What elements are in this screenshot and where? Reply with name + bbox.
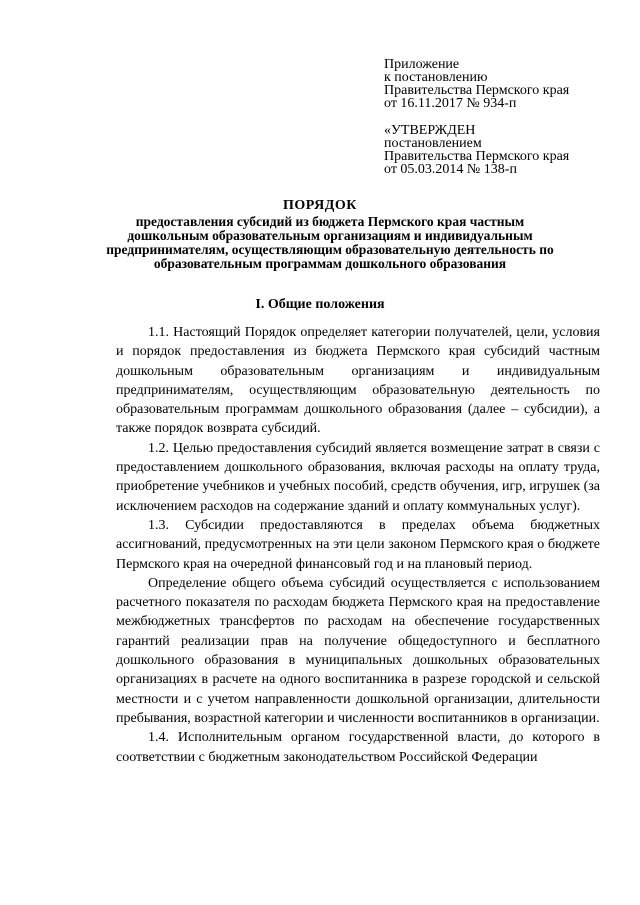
paragraph: 1.2. Целью предоставления субсидий является возмещение затрат в связи с предоставлением дошкольного образования, включая расходы на оплату труда, приобретение учебников и учебных пособий, средств обучения, игр, игрушек (за исключением расходов на содержание зданий и оплату коммунальных услуг). [116, 440, 600, 514]
document-subtitle: предоставления субсидий из бюджета Пермского края частным дошкольным образовательным организациям и индивидуальным предпринимателям, осуществляющим образовательную деятельность по образовательным программам дошкольного образования [106, 214, 554, 271]
approval-line: «УТВЕРЖДЕН [384, 123, 476, 138]
section-heading: I. Общие положения [255, 297, 385, 312]
paragraph: Определение общего объема субсидий осуществляется с использованием расчетного показателя по расходам бюджета Пермского края на предоставление межбюджетных трансфертов по расходам на обеспечение государственных гарантий реализации прав на получение общедоступного и бесплатного дошкольного образования в муниципальных дошкольных образовательных организациях в расчете на одного воспитанника в разрезе городской и сельской местности и с учетом направленности дошкольной организации, длительности пребывания, возрастной категории и численности воспитанников в организации. [116, 575, 600, 726]
appendix-line: Правительства Пермского края [384, 83, 570, 98]
appendix-line: от 16.11.2017 № 934-п [384, 96, 517, 111]
document-title: ПОРЯДОК [283, 198, 357, 213]
appendix-line: к постановлению [384, 70, 488, 85]
approval-line: Правительства Пермского края [384, 149, 570, 164]
approval-line: от 05.03.2014 № 138-п [384, 162, 517, 177]
document-body [116, 323, 600, 767]
paragraph: 1.1. Настоящий Порядок определяет категории получателей, цели, условия и порядок предоставления из бюджета Пермского края субсидий частным дошкольным образовательным организациям и индивидуальным предпринимателям, осуществляющим образовательную деятельность по образовательным программам дошкольного образования (далее – субсидии), а также порядок возврата субсидий. [116, 325, 600, 437]
approval-line: постановлением [384, 136, 482, 151]
appendix-line: Приложение [384, 57, 460, 72]
paragraph: 1.4. Исполнительным органом государственной власти, до которого в соответствии с бюджетным законодательством Российской Федерации [116, 730, 600, 765]
paragraph: 1.3. Субсидии предоставляются в пределах объема бюджетных ассигнований, предусмотренных на эти цели законом Пермского края о бюджете Пермского края на очередной финансовый год и на плановый период. [116, 517, 600, 572]
approval-header [384, 124, 634, 176]
appendix-header [384, 58, 634, 110]
